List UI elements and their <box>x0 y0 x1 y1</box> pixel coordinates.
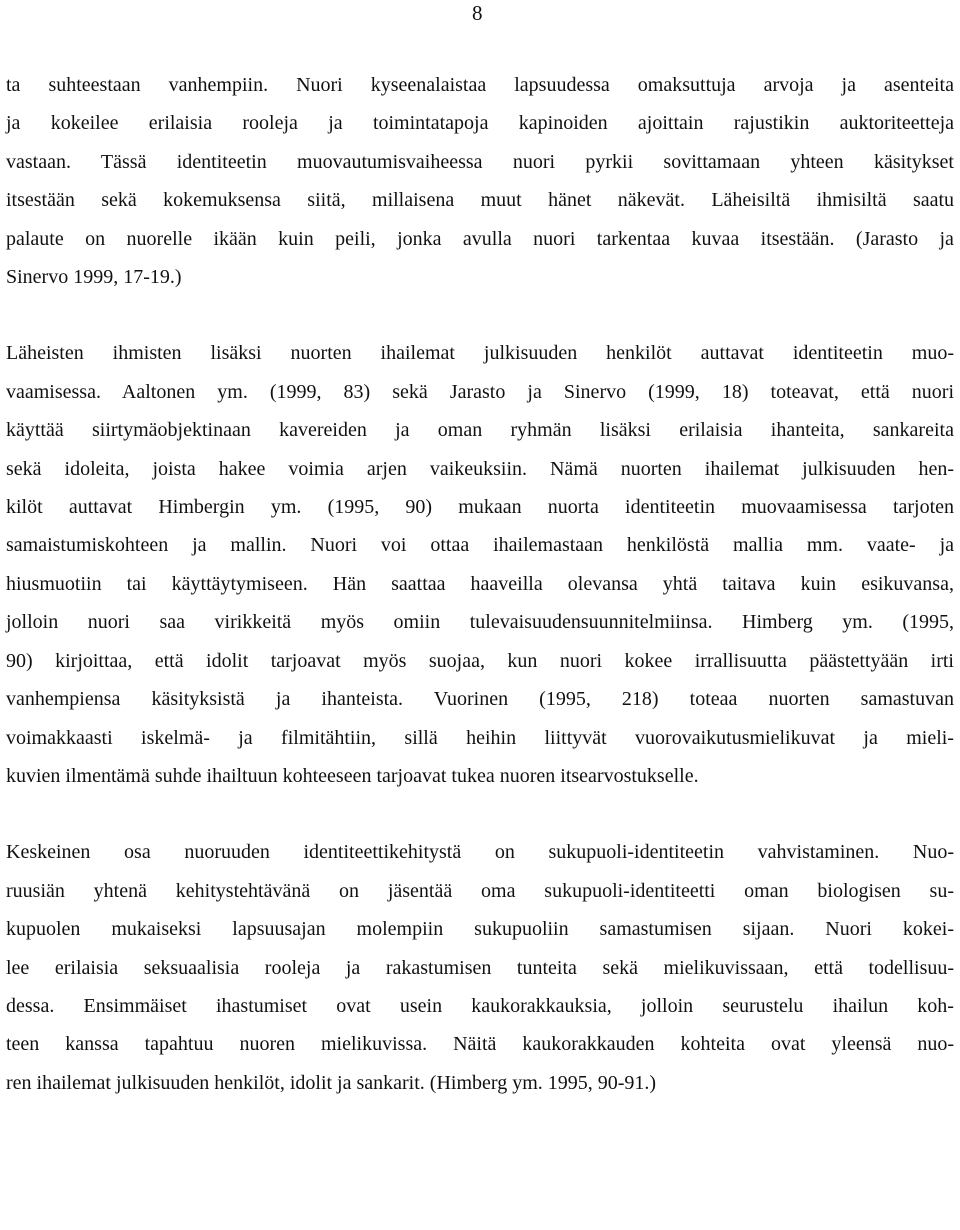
text-line: vaamisessa. Aaltonen ym. (1999, 83) sekä Jarasto ja Sinervo (1999, 18) toteavat, että nuori <box>6 380 955 403</box>
text-line: käyttää siirtymäobjektinaan kavereiden ja oman ryhmän lisäksi erilaisia ihanteita, sankareita <box>6 419 954 442</box>
paragraph-idols <box>6 334 954 795</box>
paragraph-identity-formation <box>6 66 954 296</box>
text-line: samaistumiskohteen ja mallin. Nuori voi ottaa ihailemastaan henkilöstä mallia mm. vaate- ja <box>6 534 955 557</box>
text-line: ta suhteestaan vanhempiin. Nuori kyseenalaistaa lapsuudessa omaksuttuja arvoja ja asenteita <box>6 74 954 96</box>
text-line: Sinervo 1999, 17-19.) <box>6 266 182 289</box>
text-line: lee erilaisia seksuaalisia rooleja ja rakastumisen tunteita sekä mielikuvissaan, että todellisuu- <box>6 956 955 979</box>
text-line: palaute on nuorelle ikään kuin peili, jonka avulla nuori tarkentaa kuvaa itsestään. (Jarasto ja <box>6 227 954 250</box>
text-line: ren ihailemat julkisuuden henkilöt, idolit ja sankarit. (Himberg ym. 1995, 90-91.) <box>6 1071 657 1094</box>
text-line: Keskeinen osa nuoruuden identiteettikehitystä on sukupuoli-identiteetin vahvistaminen. Nuo- <box>6 841 955 864</box>
text-line: jolloin nuori saa virikkeitä myös omiin tulevaisuudensuunnitelmiinsa. Himberg ym. (1995, <box>6 611 955 634</box>
text-line: sekä idoleita, joista hakee voimia arjen vaikeuksiin. Nämä nuorten ihailemat julkisuuden hen- <box>6 457 955 480</box>
text-line: voimakkaasti iskelmä- ja filmitähtiin, sillä heihin liittyvät vuorovaikutusmielikuvat ja mieli- <box>6 726 954 749</box>
text-line: 90) kirjoittaa, että idolit tarjoavat myös suojaa, kun nuori kokee irrallisuutta päästettyään irti <box>6 649 954 672</box>
paragraph-gender-identity <box>6 833 954 1102</box>
paragraph-spacer <box>6 296 954 334</box>
text-line: Läheisten ihmisten lisäksi nuorten ihailemat julkisuuden henkilöt auttavat identiteetin muo- <box>6 342 954 365</box>
document-body <box>6 66 954 1102</box>
text-line: ruusiän yhtenä kehitystehtävänä on jäsentää oma sukupuoli-identiteetti oman biologisen su- <box>6 879 955 902</box>
text-line: ja kokeilee erilaisia rooleja ja toimintatapoja kapinoiden ajoittain rajustikin auktoriteetteja <box>6 112 955 135</box>
text-line: dessa. Ensimmäiset ihastumiset ovat usein kaukorakkauksia, jolloin seurustelu ihailun koh- <box>6 994 954 1017</box>
text-line: vastaan. Tässä identiteetin muovautumisvaiheessa nuori pyrkii sovittamaan yhteen käsitykset <box>6 150 954 173</box>
text-line: itsestään sekä kokemuksensa siitä, millaisena muut hänet näkevät. Läheisiltä ihmisiltä saatu <box>6 189 955 212</box>
text-line: kilöt auttavat Himbergin ym. (1995, 90) mukaan nuorta identiteetin muovaamisessa tarjoten <box>6 496 955 519</box>
text-line: kupuolen mukaiseksi lapsuusajan molempiin sukupuoliin samastumisen sijaan. Nuori kokei- <box>6 918 954 941</box>
text-line: teen kanssa tapahtuu nuoren mielikuvissa. Näitä kaukorakkauden kohteita ovat yleensä nuo- <box>6 1033 955 1056</box>
text-line: kuvien ilmentämä suhde ihailtuun kohteeseen tarjoavat tukea nuoren itsearvostukselle. <box>6 764 699 787</box>
text-line: hiusmuotiin tai käyttäytymiseen. Hän saattaa haaveilla olevansa yhtä taitava kuin esikuvansa, <box>6 572 954 595</box>
text-line: vanhempiensa käsityksistä ja ihanteista. Vuorinen (1995, 218) toteaa nuorten samastuvan <box>6 688 954 711</box>
page-number: 8 <box>472 1 483 25</box>
paragraph-spacer <box>6 795 954 833</box>
